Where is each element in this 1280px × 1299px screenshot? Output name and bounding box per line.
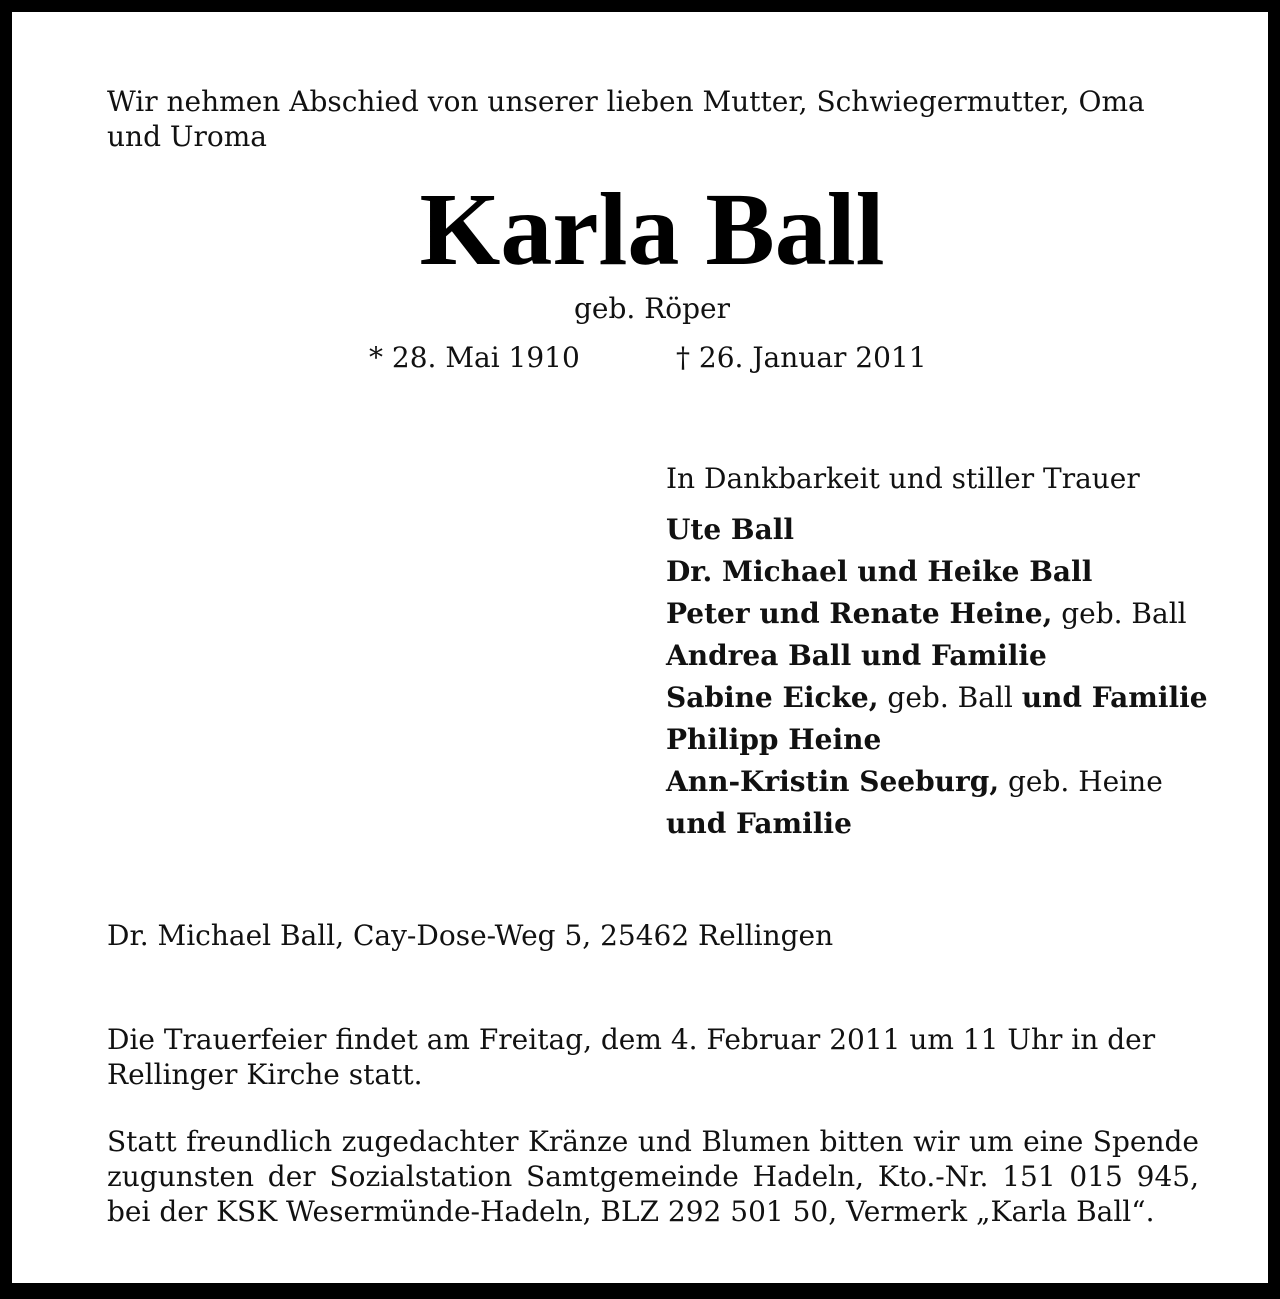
mourner-line: [666, 677, 1226, 719]
mourner-name: Dr. Michael und Heike Ball: [666, 555, 1093, 588]
mourner-line: [666, 551, 1226, 593]
mourner-note: geb. Ball: [878, 681, 1022, 714]
contact-address: Dr. Michael Ball, Cay-Dose-Weg 5, 25462 Rellingen: [107, 919, 834, 952]
mourner-name: Ann-Kristin Seeburg,: [666, 765, 1000, 798]
mourner-note: geb. Heine: [999, 765, 1163, 798]
mourners-heading: In Dankbarkeit und stiller Trauer: [666, 462, 1140, 495]
mourner-line: [666, 719, 1226, 761]
mourner-name: Andrea Ball und Familie: [666, 639, 1047, 672]
mourner-name: Philipp Heine: [666, 723, 882, 756]
birth-date: * 28. Mai 1910: [369, 341, 580, 374]
mourner-line: [666, 803, 1226, 845]
mourner-note: geb. Ball: [1052, 597, 1187, 630]
mourner-line: [666, 509, 1226, 551]
mourner-name: Sabine Eicke,: [666, 681, 879, 714]
mourner-suffix: und Familie: [1021, 681, 1208, 714]
intro-text: Wir nehmen Abschied von unserer lieben Mutter, Schwiegermutter, Oma und Uroma: [107, 85, 1145, 153]
donation-notice: Statt freundlich zugedachter Kränze und Blumen bitten wir um eine Spende zugunsten der Sozialstation Samtgemeinde Hadeln, Kto.-Nr. 151 015 945, bei der KSK Wesermünde-Hadeln, BLZ 292 501 50, Vermerk „Karla Ball“.: [107, 1125, 1199, 1228]
mourner-name: und Familie: [666, 807, 852, 840]
mourner-line: [666, 593, 1226, 635]
funeral-notice: Die Trauerfeier findet am Freitag, dem 4. Februar 2011 um 11 Uhr in der Rellinger Kirche statt.: [107, 1023, 1156, 1091]
mourner-line: [666, 761, 1226, 803]
mourners-block: [666, 461, 1226, 845]
mourner-line: [666, 635, 1226, 677]
death-date: † 26. Januar 2011: [676, 341, 927, 374]
mourner-name: Ute Ball: [666, 513, 794, 546]
deceased-name: Karla Ball: [419, 172, 885, 287]
maiden-name: geb. Röper: [573, 292, 731, 325]
mourner-name: Peter und Renate Heine,: [666, 597, 1053, 630]
